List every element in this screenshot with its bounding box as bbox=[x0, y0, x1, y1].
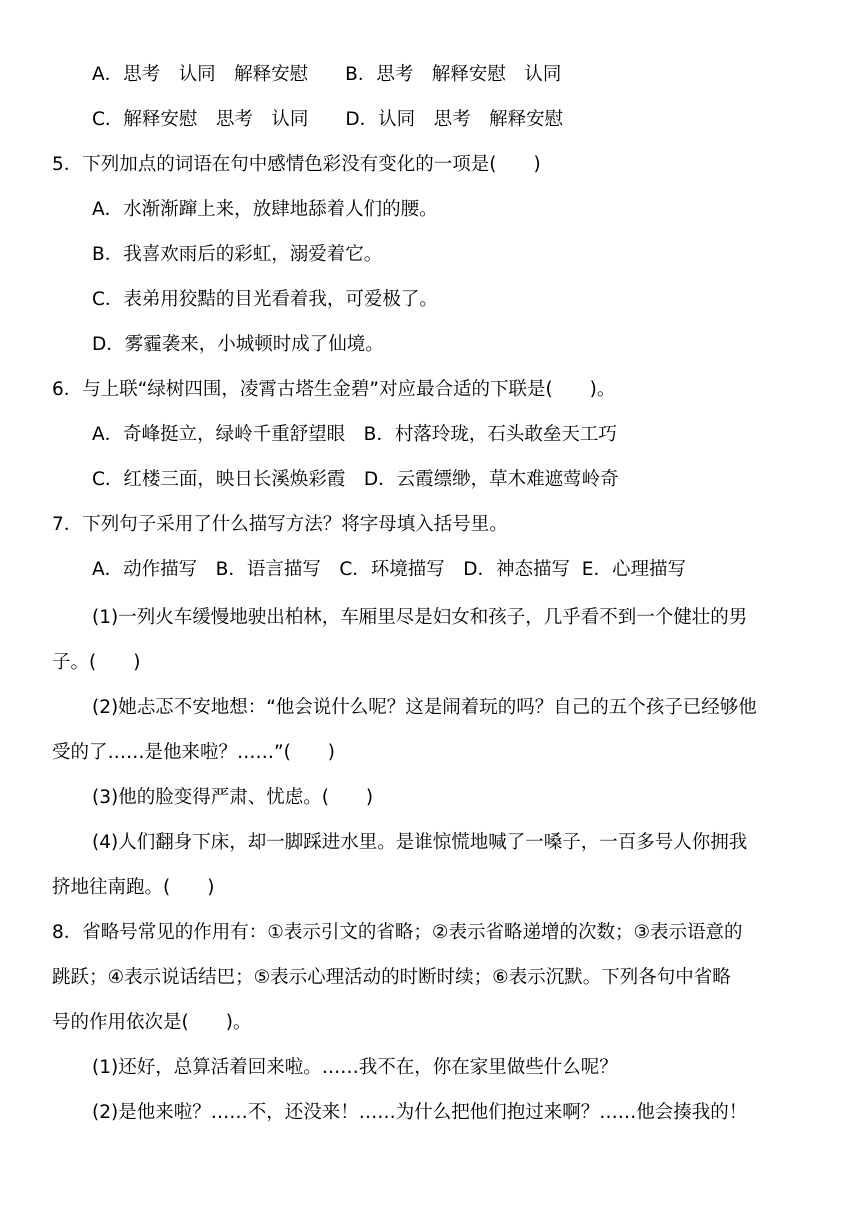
q5-option-d: D．雾霾袭来，小城顿时成了仙境。 bbox=[92, 334, 384, 355]
question-7-stem: 7．下列句子采用了什么描写方法？将字母填入括号里。 bbox=[52, 514, 508, 535]
q8-sentence-1: (1)还好，总算活着回来啦。……我不在，你在家里做些什么呢？ bbox=[92, 1057, 618, 1078]
q7-sentence-2-cont: 受的了……是他来啦？……”( ) bbox=[52, 742, 336, 763]
question-8-stem: 8．省略号常见的作用有：①表示引文的省略；②表示省略递增的次数；③表示语意的 bbox=[52, 922, 743, 943]
question-8-stem-cont-2: 号的作用依次是( )。 bbox=[52, 1012, 252, 1033]
q7-sentence-1-cont: 子。( ) bbox=[52, 652, 141, 673]
q6-options-ab: A．奇峰挺立，绿岭千重舒望眼 B．村落玲珑，石头敢垒天工巧 bbox=[92, 424, 617, 445]
question-6-stem: 6．与上联“绿树四围，凌霄古塔生金碧”对应最合适的下联是( )。 bbox=[52, 379, 616, 400]
q7-sentence-4: (4)人们翻身下床，却一脚踩进水里。是谁惊慌地喊了一嗓子，一百多号人你拥我 bbox=[92, 832, 748, 853]
q4-options-cd: C．解释安慰 思考 认同 D．认同 思考 解释安慰 bbox=[92, 109, 564, 130]
q4-options-ab: A．思考 认同 解释安慰 B．思考 解释安慰 认同 bbox=[92, 64, 562, 85]
question-5-stem: 5．下列加点的词语在句中感情色彩没有变化的一项是( ) bbox=[52, 154, 541, 175]
q8-sentence-2: (2)是他来啦？……不，还没来！……为什么把他们抱过来啊？……他会揍我的！ bbox=[92, 1102, 748, 1123]
q5-option-b: B．我喜欢雨后的彩虹，溺爱着它。 bbox=[92, 244, 383, 265]
q5-option-a: A．水渐渐蹿上来，放肆地舔着人们的腰。 bbox=[92, 199, 438, 220]
q7-options: A．动作描写 B．语言描写 C．环境描写 D．神态描写 E．心理描写 bbox=[92, 559, 686, 580]
q7-sentence-3: (3)他的脸变得严肃、忧虑。( ) bbox=[92, 787, 374, 808]
q7-sentence-2: (2)她忐忑不安地想：“他会说什么呢？这是闹着玩的吗？自己的五个孩子已经够他 bbox=[92, 697, 757, 718]
q7-sentence-4-cont: 挤地往南跑。( ) bbox=[52, 877, 215, 898]
q5-option-c: C．表弟用狡黠的目光看着我，可爱极了。 bbox=[92, 289, 438, 310]
question-8-stem-cont-1: 跳跃；④表示说话结巴；⑤表示心理活动的时断时续；⑥表示沉默。下列各句中省略 bbox=[52, 967, 731, 988]
q7-sentence-1: (1)一列火车缓慢地驶出柏林，车厢里尽是妇女和孩子，几乎看不到一个健壮的男 bbox=[92, 607, 748, 628]
q6-options-cd: C．红楼三面，映日长溪焕彩霞 D．云霞缥缈，草木难遮莺岭奇 bbox=[92, 469, 619, 490]
